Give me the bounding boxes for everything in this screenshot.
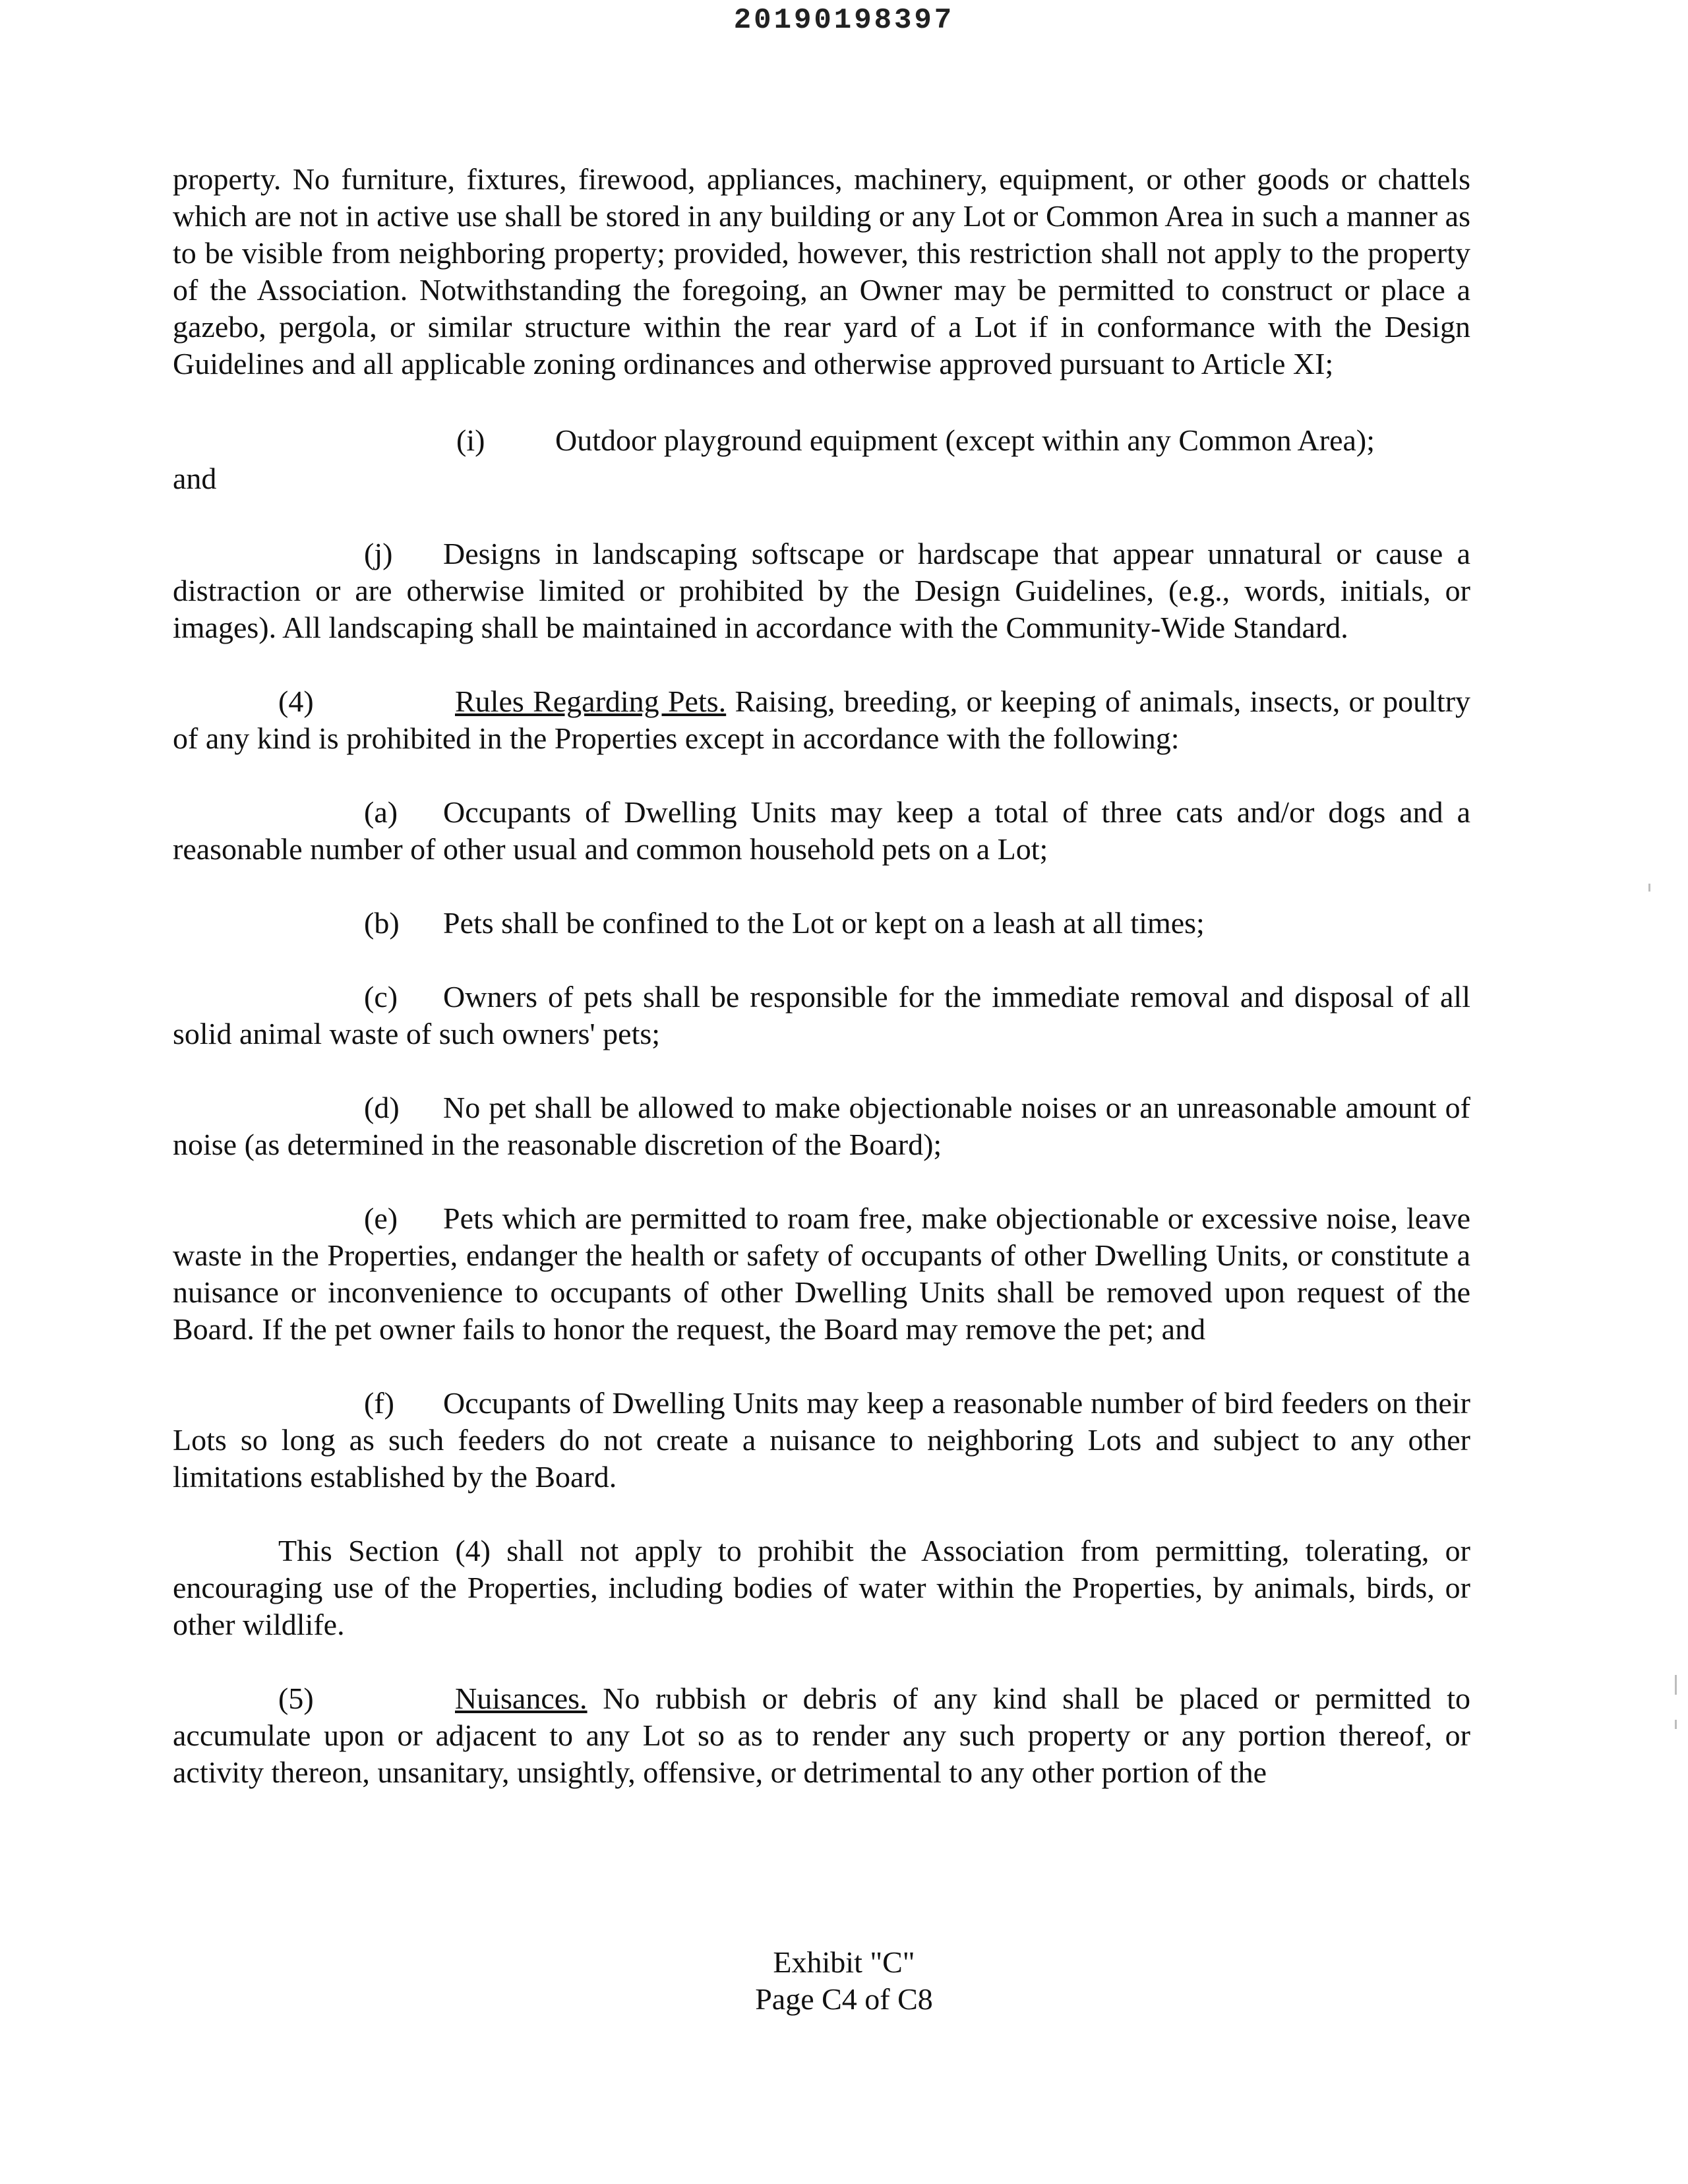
section-4-number: (4) xyxy=(278,684,314,718)
section-5-heading: Nuisances. xyxy=(455,1682,588,1715)
pets-item-text: Occupants of Dwelling Units may keep a total of three cats and/or dogs and a reasonable number of other usual and common household pets on a Lot; xyxy=(173,795,1470,866)
pets-item-c xyxy=(173,979,1470,1052)
pets-item-d xyxy=(173,1089,1470,1163)
item-j xyxy=(173,535,1470,646)
section-4-paragraph xyxy=(173,683,1470,757)
pets-item-text: Pets shall be confined to the Lot or kept on a leash at all times; xyxy=(443,906,1205,940)
pets-item-text: No pet shall be allowed to make objectionable noises or an unreasonable amount of noise (as determined in the reasonable discretion of the Board); xyxy=(173,1091,1470,1161)
scan-speck xyxy=(1648,884,1650,892)
scan-speck xyxy=(1675,1720,1677,1729)
page-footer xyxy=(0,1944,1688,2018)
section-4-text: Raising, breeding, or keeping of animals, insects, or poultry of any kind is prohibited in the Properties except in accordance with the following: xyxy=(173,684,1471,755)
section-5-number: (5) xyxy=(278,1682,314,1715)
document-number: 20190198397 xyxy=(733,4,955,37)
pets-item-f xyxy=(173,1385,1470,1496)
item-j-text: Designs in landscaping softscape or hardscape that appear unnatural or cause a distraction or are otherwise limited or prohibited by the Design Guidelines, (e.g., words, initials, or images). All landscaping shall be maintained in accordance with the Community-Wide Standard. xyxy=(173,537,1470,644)
pets-item-label: (c) xyxy=(364,980,398,1014)
section-4-closing-paragraph: This Section (4) shall not apply to prohibit the Association from permitting, tolerating, or encouraging use of the Properties, including bodies of water within the Properties, by animals, birds, or other wildlife. xyxy=(173,1534,1470,1641)
pets-item-label: (f) xyxy=(364,1386,394,1420)
pets-item-text: Occupants of Dwelling Units may keep a reasonable number of bird feeders on their Lots so long as such feeders do not create a nuisance to neighboring Lots and subject to any other limitations established by the Board. xyxy=(173,1386,1470,1494)
pets-item-label: (d) xyxy=(364,1091,400,1124)
pets-item-label: (a) xyxy=(364,795,398,829)
section-5-paragraph xyxy=(173,1680,1470,1791)
page-number: Page C4 of C8 xyxy=(755,1982,933,2016)
pets-item-b xyxy=(173,905,1470,942)
scan-speck xyxy=(1675,1675,1677,1695)
pets-item-label: (b) xyxy=(364,906,400,940)
item-i xyxy=(173,422,1470,459)
item-i-trailing-and: and xyxy=(173,462,217,495)
section-4-heading: Rules Regarding Pets. xyxy=(455,684,727,718)
pets-item-text: Pets which are permitted to roam free, make objectionable or excessive noise, leave waste in the Properties, endanger the health or safety of occupants of other Dwelling Units, or constitute a nuisance or inconvenience to occupants of other Dwelling Units shall be removed upon request of the Board. If the pet owner fails to honor the request, the Board may remove the pet; and xyxy=(173,1201,1470,1346)
intro-paragraph: property. No furniture, fixtures, firewood, appliances, machinery, equipment, or other goods or chattels which are not in active use shall be stored in any building or any Lot or Common Area in such a manner as to be visible from neighboring property; provided, however, this restriction shall not apply to the property of the Association. Notwithstanding the foregoing, an Owner may be permitted to construct or place a gazebo, pergola, or similar structure within the rear yard of a Lot if in conformance with the Design Guidelines and all applicable zoning ordinances and otherwise approved pursuant to Article XI; xyxy=(173,162,1470,380)
page-body xyxy=(173,161,1470,1791)
item-i-text: Outdoor playground equipment (except within any Common Area); xyxy=(555,423,1375,457)
section-5-text: No rubbish or debris of any kind shall be placed or permitted to accumulate upon or adjacent to any Lot so as to render any such property or any portion thereof, or activity thereon, unsanitary, unsightly, offensive, or detrimental to any other portion of the xyxy=(173,1682,1471,1789)
pets-item-label: (e) xyxy=(364,1201,398,1235)
pets-item-e xyxy=(173,1200,1470,1348)
pets-item-text: Owners of pets shall be responsible for the immediate removal and disposal of all solid animal waste of such owners' pets; xyxy=(173,980,1470,1050)
exhibit-label: Exhibit "C" xyxy=(773,1945,915,1979)
item-j-label: (j) xyxy=(364,537,393,570)
item-i-label: (i) xyxy=(456,423,485,457)
pets-item-a xyxy=(173,794,1470,868)
